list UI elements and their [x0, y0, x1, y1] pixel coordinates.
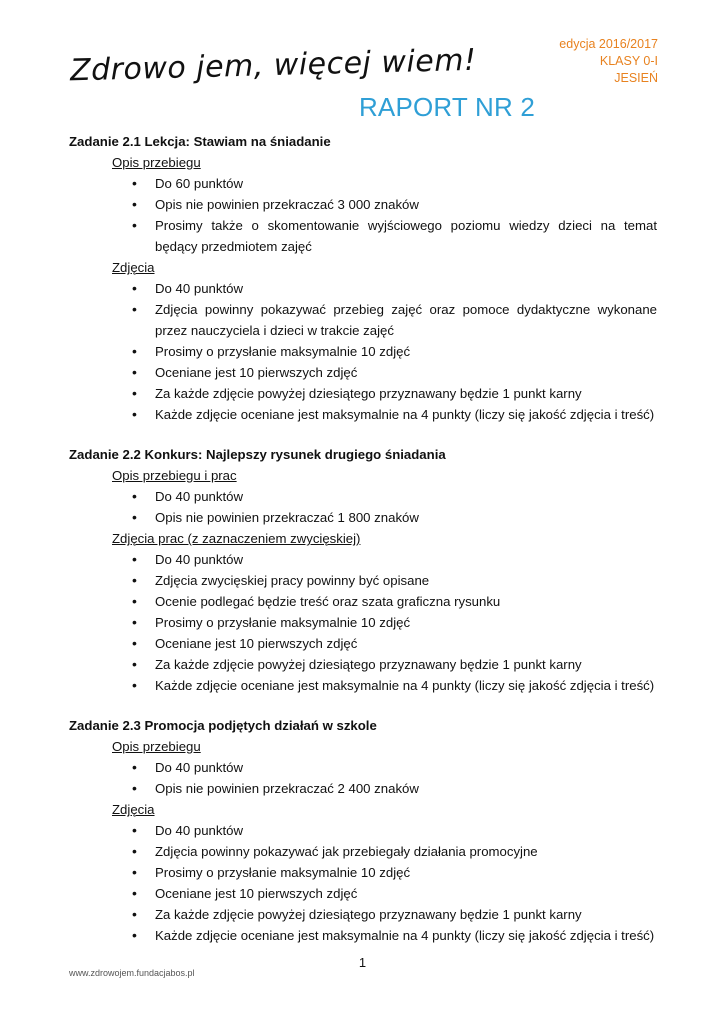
- bullet-item: • Opis nie powinien przekraczać 2 400 znaków: [155, 778, 657, 799]
- bullet-item: • Za każde zdjęcie powyżej dziesiątego przyznawany będzie 1 punkt karny: [155, 383, 657, 404]
- bullet-item: • Do 40 punktów: [155, 278, 657, 299]
- task-title: Zadanie 2.3 Promocja podjętych działań w szkole: [69, 718, 377, 733]
- logo-text: Zdrowo jem, więcej wiem!: [69, 42, 477, 89]
- bullet-item: • Ocenie podlegać będzie treść oraz szata graficzna rysunku: [155, 591, 657, 612]
- bullet-item: • Do 40 punktów: [155, 549, 657, 570]
- section-heading: Opis przebiegu i prac: [112, 468, 237, 483]
- section-heading: Opis przebiegu: [112, 739, 201, 754]
- section-heading: Zdjęcia prac (z zaznaczeniem zwycięskiej): [112, 531, 361, 546]
- bullet-item: • Do 40 punktów: [155, 757, 657, 778]
- bullet-list: [69, 757, 657, 799]
- task-title: Zadanie 2.1 Lekcja: Stawiam na śniadanie: [69, 134, 331, 149]
- bullet-item: • Każde zdjęcie oceniane jest maksymalnie na 4 punkty (liczy się jakość zdjęcia i treść): [155, 404, 657, 425]
- edition-classes: KLASY 0-I: [599, 54, 658, 68]
- bullet-item: • Oceniane jest 10 pierwszych zdjęć: [155, 633, 657, 654]
- bullet-list: [69, 486, 657, 528]
- bullet-item: • Każde zdjęcie oceniane jest maksymalnie na 4 punkty (liczy się jakość zdjęcia i treść): [155, 675, 657, 696]
- program-logo: [68, 38, 477, 94]
- report-title: RAPORT NR 2: [358, 92, 535, 122]
- task-spacer: [69, 696, 657, 715]
- page-number: 1: [358, 955, 367, 970]
- bullet-item: • Prosimy o przysłanie maksymalnie 10 zdjęć: [155, 341, 657, 362]
- bullet-item: • Do 40 punktów: [155, 820, 657, 841]
- task-title: Zadanie 2.2 Konkurs: Najlepszy rysunek drugiego śniadania: [69, 447, 446, 462]
- bullet-item: • Zdjęcia powinny pokazywać jak przebiegały działania promocyjne: [155, 841, 657, 862]
- bullet-item: • Zdjęcia powinny pokazywać przebieg zajęć oraz pomoce dydaktyczne wykonane przez nauczyciela i dzieci w trakcie zajęć: [155, 299, 657, 341]
- bullet-item: • Oceniane jest 10 pierwszych zdjęć: [155, 883, 657, 904]
- bullet-item: • Zdjęcia zwycięskiej pracy powinny być opisane: [155, 570, 657, 591]
- edition-year: edycja 2016/2017: [559, 37, 658, 51]
- section-heading: Zdjęcia: [112, 260, 155, 275]
- bullet-item: • Prosimy także o skomentowanie wyjściowego poziomu wiedzy dzieci na temat będący przedmiotem zajęć: [155, 215, 657, 257]
- report-title-wrap: [0, 92, 725, 123]
- bullet-item: • Do 40 punktów: [155, 486, 657, 507]
- bullet-list: [69, 820, 657, 946]
- bullet-item: • Opis nie powinien przekraczać 3 000 znaków: [155, 194, 657, 215]
- edition-season: JESIEŃ: [614, 71, 658, 85]
- bullet-item: • Prosimy o przysłanie maksymalnie 10 zdjęć: [155, 862, 657, 883]
- section-heading: Zdjęcia: [112, 802, 155, 817]
- task-spacer: [69, 425, 657, 444]
- bullet-item: • Opis nie powinien przekraczać 1 800 znaków: [155, 507, 657, 528]
- bullet-item: • Do 60 punktów: [155, 173, 657, 194]
- bullet-list: [69, 173, 657, 257]
- bullet-item: • Za każde zdjęcie powyżej dziesiątego przyznawany będzie 1 punkt karny: [155, 654, 657, 675]
- bullet-item: • Za każde zdjęcie powyżej dziesiątego przyznawany będzie 1 punkt karny: [155, 904, 657, 925]
- bullet-item: • Każde zdjęcie oceniane jest maksymalnie na 4 punkty (liczy się jakość zdjęcia i treść): [155, 925, 657, 946]
- edition-info: [559, 36, 658, 87]
- bullet-item: • Prosimy o przysłanie maksymalnie 10 zdjęć: [155, 612, 657, 633]
- bullet-list: [69, 278, 657, 425]
- bullet-list: [69, 549, 657, 696]
- footer-url: www.zdrowojem.fundacjabos.pl: [69, 968, 195, 978]
- bullet-item: • Oceniane jest 10 pierwszych zdjęć: [155, 362, 657, 383]
- section-heading: Opis przebiegu: [112, 155, 201, 170]
- report-content: [69, 131, 657, 946]
